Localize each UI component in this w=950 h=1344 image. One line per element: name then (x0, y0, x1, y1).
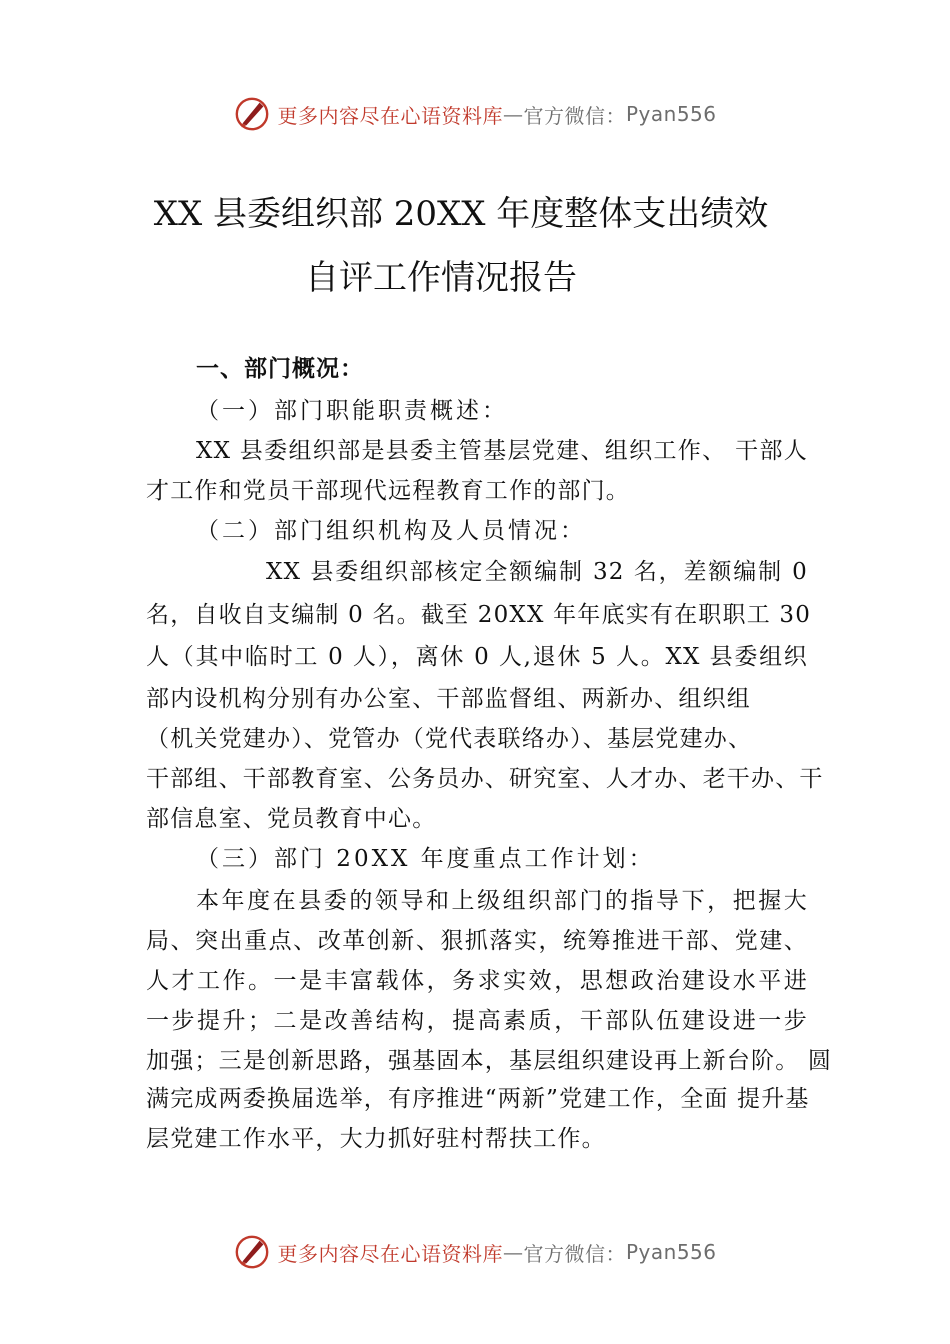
pen-logo-icon (233, 1233, 271, 1271)
subsection-heading-1: （一）部门职能职责概述： (196, 398, 508, 424)
paragraph-line: 部内设机构分别有办公室、干部监督组、两新办、组织组 (146, 686, 751, 712)
footer-banner (0, 1232, 950, 1272)
paragraph-line: 局、突出重点、改革创新、狠抓落实，统筹推进干部、党建、 (146, 928, 808, 954)
paragraph-line: 部信息室、党员教育中心。 (146, 806, 437, 832)
banner-account: Pyan556 (625, 102, 717, 126)
banner-separator: — (502, 102, 524, 126)
banner-wechat-label: 官方微信： (523, 1241, 626, 1266)
banner-account: Pyan556 (625, 1240, 717, 1264)
header-banner (0, 94, 950, 134)
paragraph-line: 层党建工作水平，大力抓好驻村帮扶工作。 (146, 1126, 606, 1152)
paragraph-line: 人才工作。一是丰富载体，务求实效，思想政治建设水平进 (146, 968, 808, 994)
paragraph-line: XX 县委组织部核定全额编制 32 名，差额编制 0 (266, 559, 808, 585)
paragraph-line: 才工作和党员干部现代远程教育工作的部门。 (146, 478, 630, 504)
banner-main-text: 更多内容尽在心语资料库 (277, 1241, 503, 1266)
banner-wechat-label: 官方微信： (523, 103, 626, 128)
paragraph-line: 一步提升；二是改善结构，提高素质，干部队伍建设进一步 (146, 1008, 808, 1034)
paragraph-line: 加强；三是创新思路，强基固本，基层组织建设再上新台阶。 圆 (146, 1048, 833, 1074)
document-title-line2: 自评工作情况报告 (305, 258, 577, 298)
paragraph-line: XX 县委组织部是县委主管基层党建、组织工作、 干部人 (196, 438, 808, 464)
paragraph-line: 满完成两委换届选举，有序推进“两新”党建工作，全面 提升基 (146, 1086, 810, 1112)
banner-separator: — (502, 1240, 524, 1264)
paragraph-line: 干部组、干部教育室、公务员办、研究室、人才办、老干办、干 (146, 766, 824, 792)
pen-logo-icon (233, 95, 271, 133)
paragraph-line: 名，自收自支编制 0 名。截至 20XX 年年底实有在职职工 30 (146, 602, 812, 628)
paragraph-line: 人（其中临时工 0 人），离休 0 人,退休 5 人。XX 县委组织 (146, 644, 808, 670)
section-heading: 一、部门概况： (196, 356, 364, 382)
banner-main-text: 更多内容尽在心语资料库 (277, 103, 503, 128)
paragraph-line: （机关党建办）、党管办（党代表联络办）、基层党建办、 (146, 726, 753, 752)
subsection-heading-2: （二）部门组织机构及人员情况： (196, 518, 586, 544)
document-title-line1: XX 县委组织部 20XX 年度整体支出绩效 (153, 194, 769, 234)
paragraph-line: 本年度在县委的领导和上级组织部门的指导下，把握大 (196, 888, 808, 914)
subsection-heading-3: （三）部门 20XX 年度重点工作计划： (196, 846, 655, 872)
